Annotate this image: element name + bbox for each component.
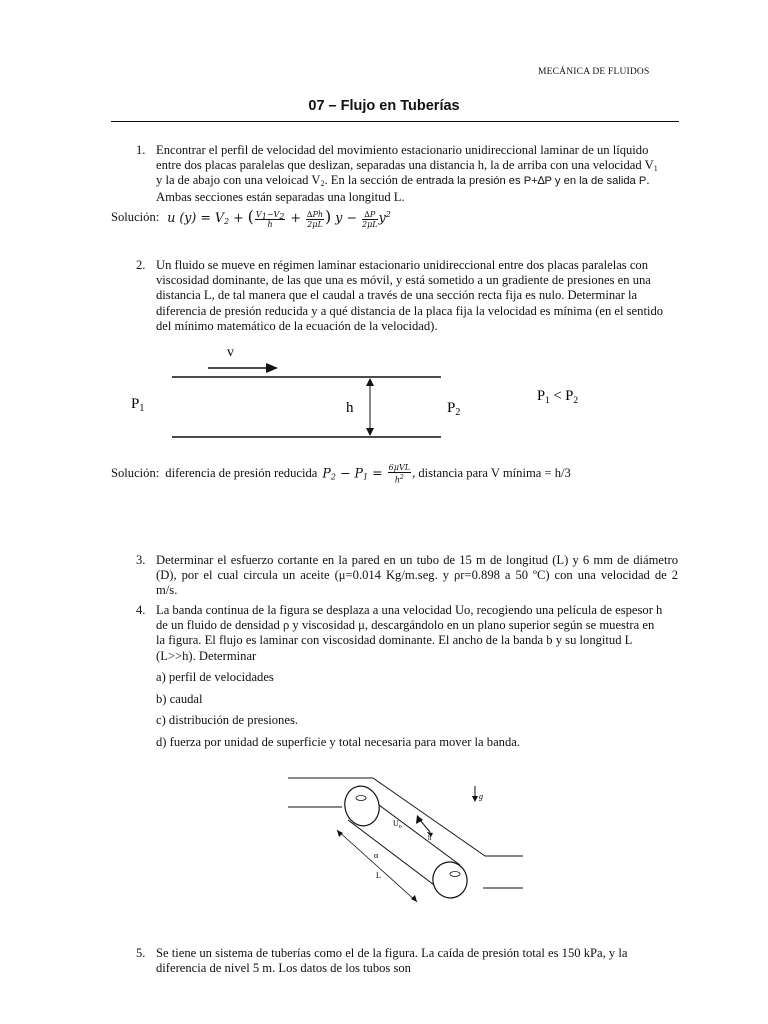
problem-text-line: de un fluido de densidad ρ y viscosidad μ, descargándolo en un plano superior según se muestra en xyxy=(156,618,655,633)
length-arrow-start xyxy=(337,830,343,837)
velocity-arrowhead xyxy=(266,363,278,373)
parallel-plates-diagram xyxy=(100,340,620,450)
solution-formula: $P_2 - P_1$ = $\frac{\text{6μVL}}{h^2}$ xyxy=(322,463,411,485)
problem-text-line: (L>>h). Determinar xyxy=(156,648,257,663)
problem-text-line: diferencia de nivel 5 m. Los datos de los tubos son xyxy=(156,961,411,976)
problem-number: 4. xyxy=(136,603,146,617)
p2-label: $P_2$ xyxy=(447,400,461,418)
solution-text-tail: , distancia para V mínima = h/3 xyxy=(412,466,571,481)
problem-text-line: Determinar el esfuerzo cortante en la pared en un tubo de 15 m de longitud (L) y 6 mm de diámetro xyxy=(156,553,678,567)
solution-2 xyxy=(111,462,571,486)
length-arrow-end xyxy=(411,895,417,902)
gravity-label: g xyxy=(479,792,483,801)
sub-item: b) caudal xyxy=(156,691,203,706)
lower-roller xyxy=(429,858,471,902)
title-rule xyxy=(111,121,679,122)
solution-label: Solución: xyxy=(111,210,160,225)
problem-text-line: m/s. xyxy=(156,583,178,598)
solution-1 xyxy=(111,203,391,233)
belt-bottom-edge xyxy=(348,820,446,894)
belt-velocity-arrow xyxy=(420,820,430,832)
belt-figure xyxy=(280,770,545,920)
problem-number: 2. xyxy=(136,258,146,272)
velocity-label: v xyxy=(227,345,234,360)
page-title: 07 – Flujo en Tuberías xyxy=(308,98,460,114)
length-dimension-line xyxy=(337,830,417,902)
running-header: MECÁNICA DE FLUIDOS xyxy=(538,67,650,77)
u0-label: $U_o$ xyxy=(393,819,402,830)
gap-arrow-top xyxy=(366,378,374,386)
alpha-label: α xyxy=(374,851,379,860)
problem-number: 3. xyxy=(136,553,146,567)
problem-text-line: La banda continua de la figura se desplaza a una velocidad Uo, recogiendo una película de espesor h xyxy=(156,603,663,617)
solution-text: diferencia de presión reducida xyxy=(165,466,318,481)
problem-text-line: diferencia de presión reducida y a qué distancia de la placa fija la velocidad es mínima (en el sentido xyxy=(156,303,664,318)
problem-text-line: viscosidad dominante, de las que una es móvil, y está sometido a un gradiente de presiones en una xyxy=(156,273,651,288)
upper-roller xyxy=(340,782,383,829)
solution-label: Solución: xyxy=(111,466,160,481)
h-label: h xyxy=(428,834,432,842)
fluid-surface-line xyxy=(373,778,485,856)
problem-text-line: distancia L, de tal manera que el caudal a través de una sección recta fija es nulo. Determinar la xyxy=(156,288,638,303)
problem-text-line: la figura. El flujo es laminar con viscosidad dominante. El ancho de la banda b y su longitud L xyxy=(156,633,633,648)
sub-item: c) distribución de presiones. xyxy=(156,713,298,727)
problem-text-line: del mínimo matemático de la ecuación de la velocidad). xyxy=(156,318,438,333)
problem-number: 1. xyxy=(136,143,146,157)
h-label: h xyxy=(346,400,354,416)
sub-item: a) perfil de velocidades xyxy=(156,670,274,684)
sub-item: d) fuerza por unidad de superficie y total necesaria para mover la banda. xyxy=(156,734,520,749)
pressure-relation: $P_1 < P_2$ xyxy=(537,388,579,406)
problem-text-line: y la de abajo con una veloicad $V_2$. En la sección de entrada la presión es P+∆P y en la de salida P. xyxy=(156,173,650,189)
problem-text-line: Se tiene un sistema de tuberías como el de la figura. La caída de presión total es 150 kPa, y la xyxy=(156,946,628,960)
p1-label: $P_1$ xyxy=(131,396,145,414)
gravity-arrowhead xyxy=(472,796,478,802)
problem-text-line: entre dos placas paralelas que deslizan, separadas una distancia h, la de arriba con una velocidad $V_1$ xyxy=(156,158,658,174)
problem-text-line: Encontrar el perfil de velocidad del movimiento estacionario unidireccional laminar de un líquido xyxy=(156,143,649,157)
problem-text-line: Un fluido se mueve en régimen laminar estacionario unidireccional entre dos placas paralelas con xyxy=(156,258,649,272)
gap-arrow-bottom xyxy=(366,428,374,436)
length-label: L xyxy=(376,871,381,880)
problem-text-line: (D), por el cual circula un aceite (μ=0.014 Kg/m.seg. y ρr=0.898 a 50 ºC) con una velocidad de 2 xyxy=(156,568,678,583)
solution-formula: u $(y) = V_2$ + ( $\frac{V_1-V_2}{h}$ + $\frac{\Delta Ph}{2\mu L}$ ) y − $\frac{\Delta P}{2\mu L}$ $y^2$ xyxy=(167,207,391,229)
problem-number: 5. xyxy=(136,946,146,960)
problem-text-line: Ambas secciones están separadas una longitud L. xyxy=(156,189,405,204)
